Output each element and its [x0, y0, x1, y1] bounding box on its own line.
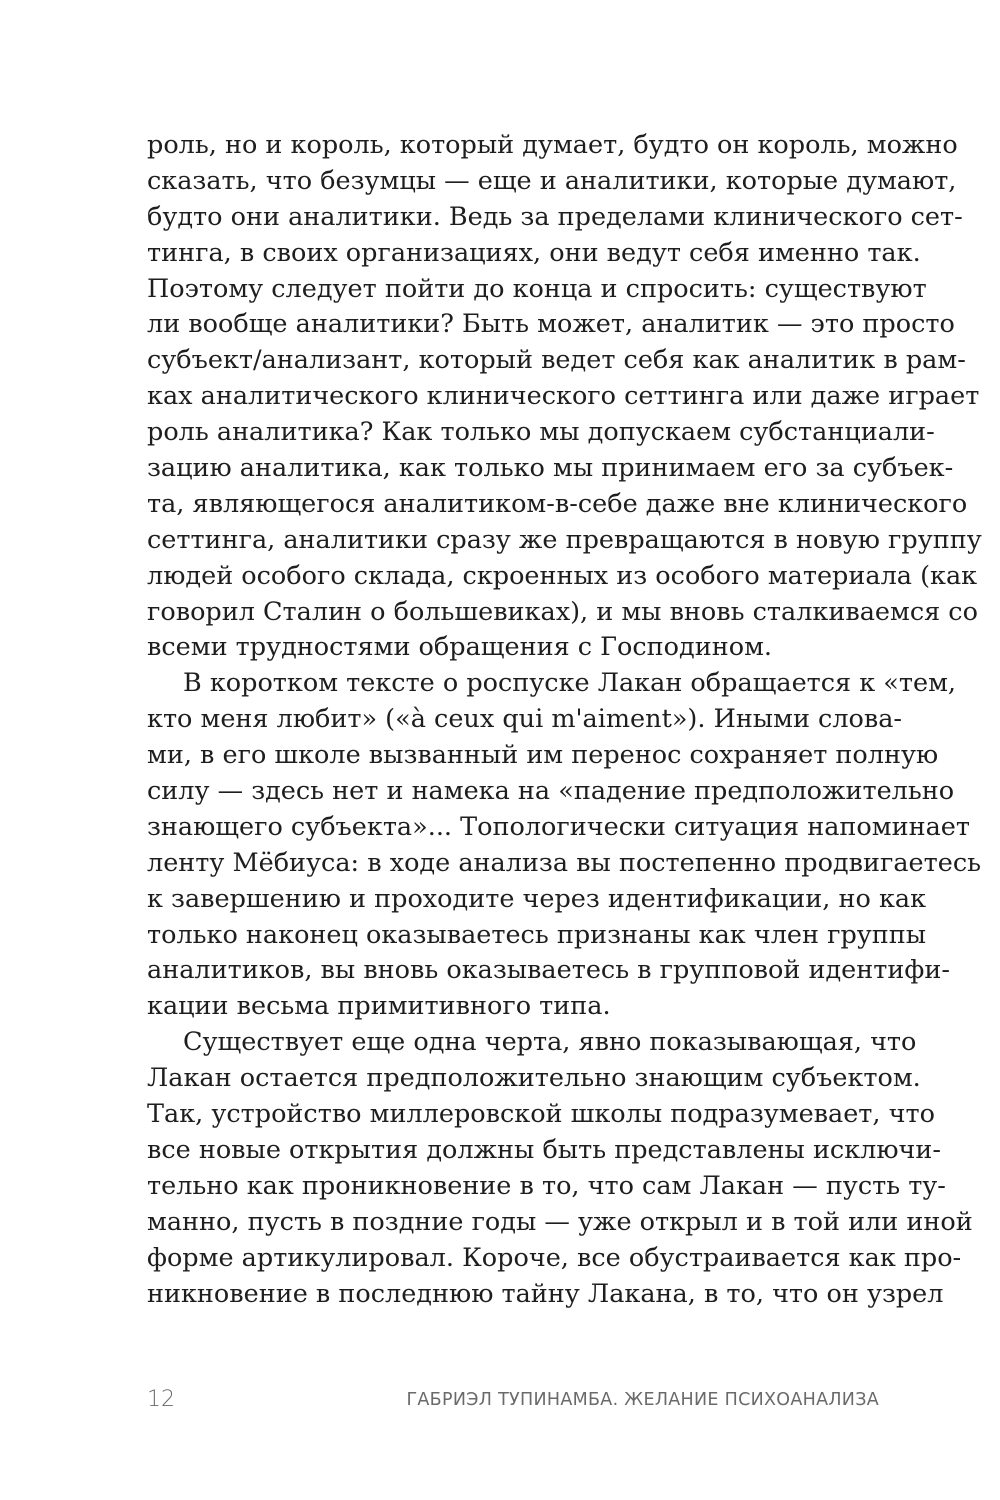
text-line: субъект/анализант, который ведет себя как аналитик в рам-: [147, 345, 966, 376]
text-line: ках аналитического клинического сеттинга или даже играет: [147, 381, 980, 412]
text-line: роль, но и король, который думает, будто он король, можно: [147, 130, 958, 160]
page-footer: [147, 1387, 879, 1417]
text-line: силу — здесь нет и намека на «падение предположительно: [147, 776, 955, 807]
text-line: аналитиков, вы вновь оказываетесь в групповой идентифи-: [147, 955, 950, 986]
running-title: ГАБРИЭЛ ТУПИНАМБА. ЖЕЛАНИЕ ПСИХОАНАЛИЗА: [406, 1390, 879, 1410]
text-line: сеттинга, аналитики сразу же превращаются в новую группу: [147, 524, 982, 555]
text-line: ли вообще аналитики? Быть может, аналитик — это просто: [147, 309, 955, 340]
text-line: знающего субъекта»... Топологически ситуация напоминает: [147, 811, 970, 842]
text-line: роль аналитика? Как только мы допускаем субстанциали-: [147, 417, 935, 448]
text-line: никновение в последнюю тайну Лакана, в то, что он узрел: [147, 1278, 944, 1309]
text-line: кто меня любит» («à ceux qui m'aiment»). Иными слова-: [147, 704, 903, 735]
text-line: манно, пусть в поздние годы — уже открыл и в той или иной: [147, 1206, 973, 1237]
text-line: будто они аналитики. Ведь за пределами клинического сет-: [147, 201, 963, 232]
text-line: Существует еще одна черта, явно показывающая, что: [183, 1027, 917, 1058]
text-line: тинга, в своих организациях, они ведут себя именно так.: [147, 237, 921, 268]
text-line: людей особого склада, скроенных из особого материала (как: [147, 560, 978, 591]
text-line: сказать, что безумцы — еще и аналитики, которые думают,: [147, 165, 957, 196]
text-line: тельно как проникновение в то, что сам Лакан — пусть ту-: [147, 1170, 946, 1201]
page-number: 12: [147, 1387, 175, 1412]
text-line: зацию аналитика, как только мы принимаем его за субъек-: [147, 453, 954, 484]
text-line: кации весьма примитивного типа.: [147, 991, 611, 1022]
text-line: к завершению и проходите через идентификации, но как: [147, 883, 927, 914]
text-line: Лакан остается предположительно знающим субъектом.: [147, 1063, 921, 1094]
text-line: В коротком тексте о роспуске Лакан обращается к «тем,: [183, 668, 957, 699]
text-line: все новые открытия должны быть представлены исключи-: [147, 1134, 942, 1165]
text-line: Так, устройство миллеровской школы подразумевает, что: [147, 1099, 935, 1130]
text-line: только наконец оказываетесь признаны как член группы: [147, 919, 927, 950]
text-line: ми, в его школе вызванный им перенос сохраняет полную: [147, 740, 939, 771]
text-line: Поэтому следует пойти до конца и спросить: существуют: [147, 273, 927, 304]
text-line: та, являющегося аналитиком-в-себе даже вне клинического: [147, 488, 968, 519]
text-line: всеми трудностями обращения с Господином.: [147, 632, 773, 663]
text-line: ленту Мёбиуса: в ходе анализа вы постепенно продвигаетесь: [147, 847, 982, 878]
text-line: говорил Сталин о большевиках), и мы вновь сталкиваемся со: [147, 596, 978, 627]
text-line: форме артикулировал. Короче, все обустраивается как про-: [147, 1242, 962, 1273]
body-text: [147, 128, 982, 1312]
